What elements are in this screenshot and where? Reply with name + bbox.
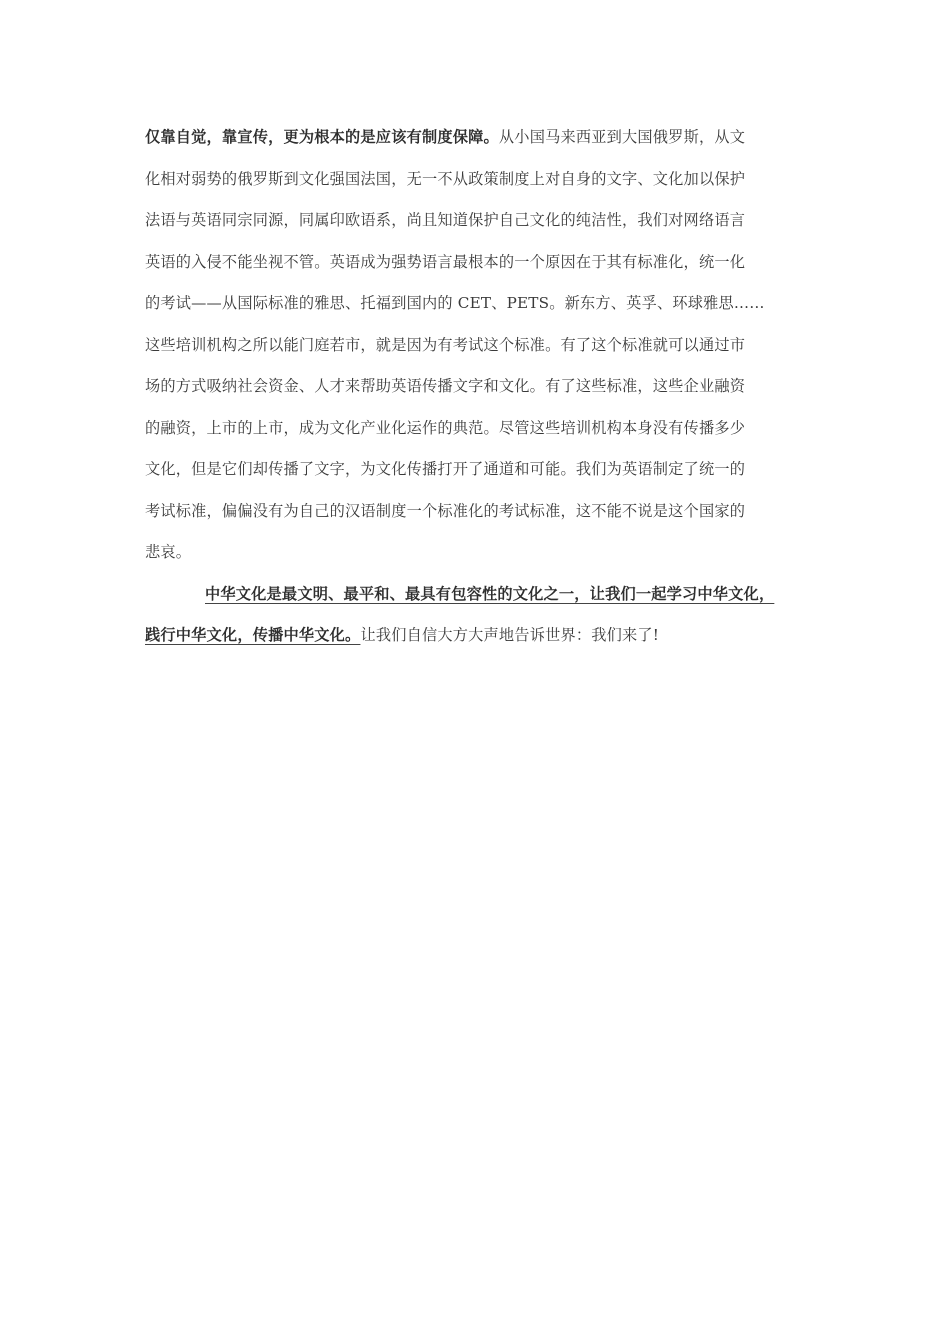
text-line: 文化，但是它们却传播了文字，为文化传播打开了通道和可能。我们为英语制定了统一的: [145, 460, 746, 478]
text-line: [145, 620, 825, 662]
text-line: 考试标准，偏偏没有为自己的汉语制度一个标准化的考试标准，这不能不说是这个国家的: [145, 501, 746, 520]
text-line: 的考试——从国际标准的雅思、托福到国内的 CET、PETS。新东方、英孚、环球雅思……: [145, 294, 765, 312]
text-line: [145, 579, 825, 621]
text-line: 法语与英语同宗同源，同属印欧语系，尚且知道保护自己文化的纯洁性，我们对网络语言: [145, 211, 746, 229]
text-line: [145, 122, 825, 164]
text-line: 场的方式吸纳社会资金、人才来帮助英语传播文字和文化。有了这些标准，这些企业融资: [145, 377, 746, 395]
text-run: 让我们自信大方大声地告诉世界：我们来了!: [360, 626, 660, 644]
text-line: 的融资，上市的上市，成为文化产业化运作的典范。尽管这些培训机构本身没有传播多少: [145, 418, 746, 437]
paragraph-1: [145, 122, 825, 579]
paragraph-2: [145, 579, 825, 662]
text-line: 化相对弱势的俄罗斯到文化强国法国，无一不从政策制度上对自身的文字、文化加以保护: [145, 169, 746, 188]
text-line: 这些培训机构之所以能门庭若市，就是因为有考试这个标准。有了这个标准就可以通过市: [145, 335, 746, 354]
text-line: 悲哀。: [145, 543, 192, 561]
text-line: 英语的入侵不能坐视不管。英语成为强势语言最根本的一个原因在于其有标准化，统一化: [145, 252, 746, 271]
document-body: [145, 122, 825, 662]
underlined-bold-phrase: 中华文化是最文明、最平和、最具有包容性的文化之一，让我们一起学习中华文化，: [205, 584, 775, 603]
underlined-bold-phrase: 践行中华文化，传播中华文化。: [145, 626, 361, 644]
bold-phrase: 仅靠自觉，靠宣传，更为根本的是应该有制度保障。: [145, 128, 499, 146]
text-run: 从小国马来西亚到大国俄罗斯，从文: [498, 128, 746, 146]
